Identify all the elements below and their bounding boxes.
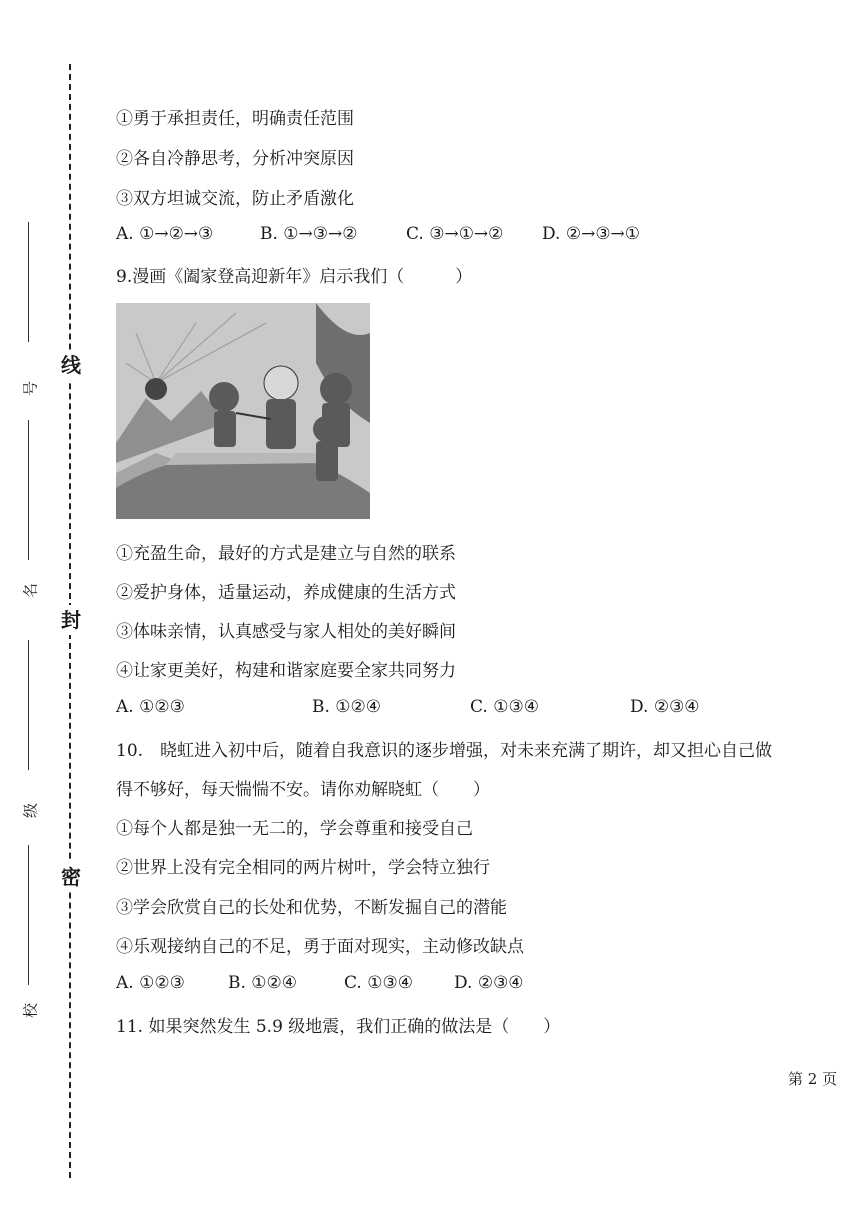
q10-stem-line2: 得不够好，每天惴惴不安。请你劝解晓虹（ ） <box>116 780 490 800</box>
q10-options <box>116 973 756 997</box>
q9-item-2: ②爱护身体，适量运动，养成健康的生活方式 <box>116 583 456 603</box>
q9-options <box>116 697 756 721</box>
cartoon-image <box>116 303 370 519</box>
q9-stem: 9.漫画《阖家登高迎新年》启示我们（ ） <box>116 267 473 287</box>
field-line-name <box>28 420 29 560</box>
q9-option-b: B. ①②④ <box>312 697 382 717</box>
q11-stem: 11. 如果突然发生 5.9 级地震，我们正确的做法是（ ） <box>116 1017 561 1037</box>
field-line-class <box>28 640 29 770</box>
q10-item-2: ②世界上没有完全相同的两片树叶，学会特立独行 <box>116 858 490 878</box>
q9-option-a: A. ①②③ <box>116 697 185 717</box>
seal-char-xian: 线 <box>56 350 86 380</box>
field-label-class: 级 <box>21 803 40 819</box>
q9-option-c: C. ①③④ <box>470 697 539 717</box>
q8-option-b: B. ①→③→② <box>260 224 358 244</box>
q8-item-3: ③双方坦诚交流，防止矛盾激化 <box>116 189 354 209</box>
seal-char-mi: 密 <box>56 862 86 892</box>
q9-option-d: D. ②③④ <box>630 697 700 717</box>
field-label-number: 号 <box>21 381 40 397</box>
q10-item-3: ③学会欣赏自己的长处和优势，不断发掘自己的潜能 <box>116 898 507 918</box>
q10-option-c: C. ①③④ <box>344 973 413 993</box>
q9-item-4: ④让家更美好，构建和谐家庭要全家共同努力 <box>116 661 456 681</box>
q9-item-3: ③体味亲情，认真感受与家人相处的美好瞬间 <box>116 622 456 642</box>
q10-option-d: D. ②③④ <box>454 973 524 993</box>
q10-item-4: ④乐观接纳自己的不足，勇于面对现实，主动修改缺点 <box>116 937 524 957</box>
q8-options <box>116 224 756 248</box>
q8-option-a: A. ①→②→③ <box>116 224 214 244</box>
field-label-school: 校 <box>21 1003 40 1019</box>
field-line-number <box>28 222 29 342</box>
q10-stem-line1: 10. 晓虹进入初中后，随着自我意识的逐步增强，对未来充满了期许，却又担心自己做 <box>116 741 773 761</box>
q10-option-b: B. ①②④ <box>228 973 298 993</box>
q10-option-a: A. ①②③ <box>116 973 185 993</box>
q10-item-1: ①每个人都是独一无二的，学会尊重和接受自己 <box>116 819 473 839</box>
q8-option-d: D. ②→③→① <box>542 224 641 244</box>
q8-item-2: ②各自冷静思考，分析冲突原因 <box>116 149 354 169</box>
q9-item-1: ①充盈生命，最好的方式是建立与自然的联系 <box>116 544 456 564</box>
seal-char-feng: 封 <box>56 605 86 635</box>
field-label-name: 名 <box>21 583 40 599</box>
q8-option-c: C. ③→①→② <box>406 224 504 244</box>
field-line-school <box>28 845 29 985</box>
q8-item-1: ①勇于承担责任，明确责任范围 <box>116 109 354 129</box>
page-number: 第 2 页 <box>788 1070 838 1088</box>
